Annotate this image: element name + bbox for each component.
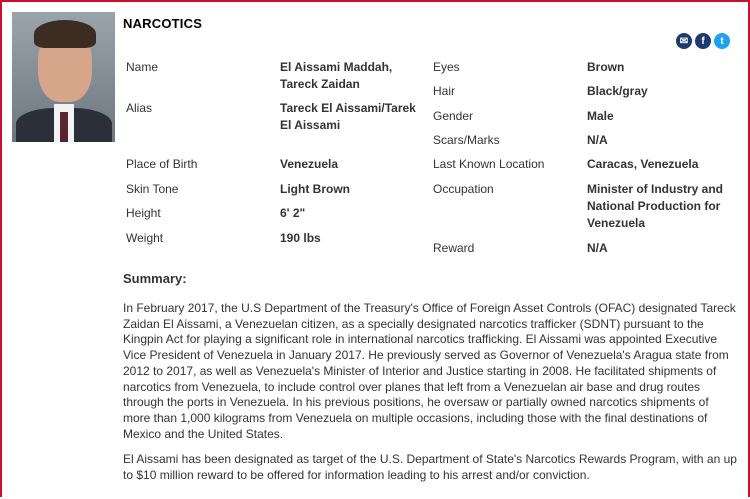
occupation-label: Occupation: [433, 182, 494, 196]
reward-value: N/A: [587, 241, 608, 255]
reward-label: Reward: [433, 241, 475, 255]
height-value: 6' 2": [280, 206, 306, 220]
height-label: Height: [126, 206, 161, 220]
location-value: Caracas, Venezuela: [587, 157, 699, 171]
occupation-value: Minister of Industry and National Production for Venezuela: [587, 182, 724, 230]
hair-label: Hair: [433, 84, 456, 98]
twitter-icon[interactable]: t: [714, 33, 730, 49]
summary-heading: Summary:: [123, 271, 187, 286]
share-icons: [676, 33, 730, 49]
skin-label: Skin Tone: [126, 182, 179, 196]
alias-label: Alias: [126, 101, 153, 115]
hair-value: Black/gray: [587, 84, 648, 98]
weight-value: 190 lbs: [280, 231, 321, 245]
gender-label: Gender: [433, 109, 474, 123]
weight-label: Weight: [126, 231, 164, 245]
category-title: NARCOTICS: [123, 16, 203, 31]
skin-value: Light Brown: [280, 182, 350, 196]
pob-label: Place of Birth: [126, 157, 198, 171]
eyes-label: Eyes: [433, 60, 460, 74]
scars-label: Scars/Marks: [433, 133, 500, 147]
gender-value: Male: [587, 109, 614, 123]
pob-value: Venezuela: [280, 157, 339, 171]
summary-paragraph-1: In February 2017, the U.S Department of the Treasury's Office of Foreign Asset Controls (OFAC) designated Tareck Zaidan El Aissami, a Venezuelan citizen, as a specially designated narcotics trafficker (SDNT) pursuant to the Kingpin Act for playing a significant role in international narcotics trafficking. El Aissami was appointed Executive Vice President of Venezuela in January 2017. He previously served as Governor of Venezuela's Aragua state from 2012 to 2017, as well as Venezuela's Minister of Interior and Justice starting in 2008. He facilitated shipments of narcotics from Venezuela, to include control over planes that left from a Venezuelan air base and drug routes through the ports in Venezuela. In his previous positions, he oversaw or partially owned narcotics shipments of more than 1,000 kilograms from Venezuela on multiple occasions, including those with the final destinations of Mexico and the United States.: [123, 301, 736, 441]
facebook-icon[interactable]: f: [695, 33, 711, 49]
name-label: Name: [126, 60, 159, 74]
suspect-photo: [12, 12, 115, 142]
eyes-value: Brown: [587, 60, 625, 74]
name-value: El Aissami Maddah, Tareck Zaidan: [280, 60, 393, 91]
email-icon[interactable]: ✉: [676, 33, 692, 49]
scars-value: N/A: [587, 133, 608, 147]
summary-paragraph-2: El Aissami has been designated as target of the U.S. Department of State's Narcotics Rewards Program, with an up to $10 million reward to be offered for information leading to his arrest and/or conviction.: [123, 452, 737, 482]
alias-value: Tareck El Aissami/Tarek El Aissami: [280, 101, 416, 132]
location-label: Last Known Location: [433, 157, 545, 171]
